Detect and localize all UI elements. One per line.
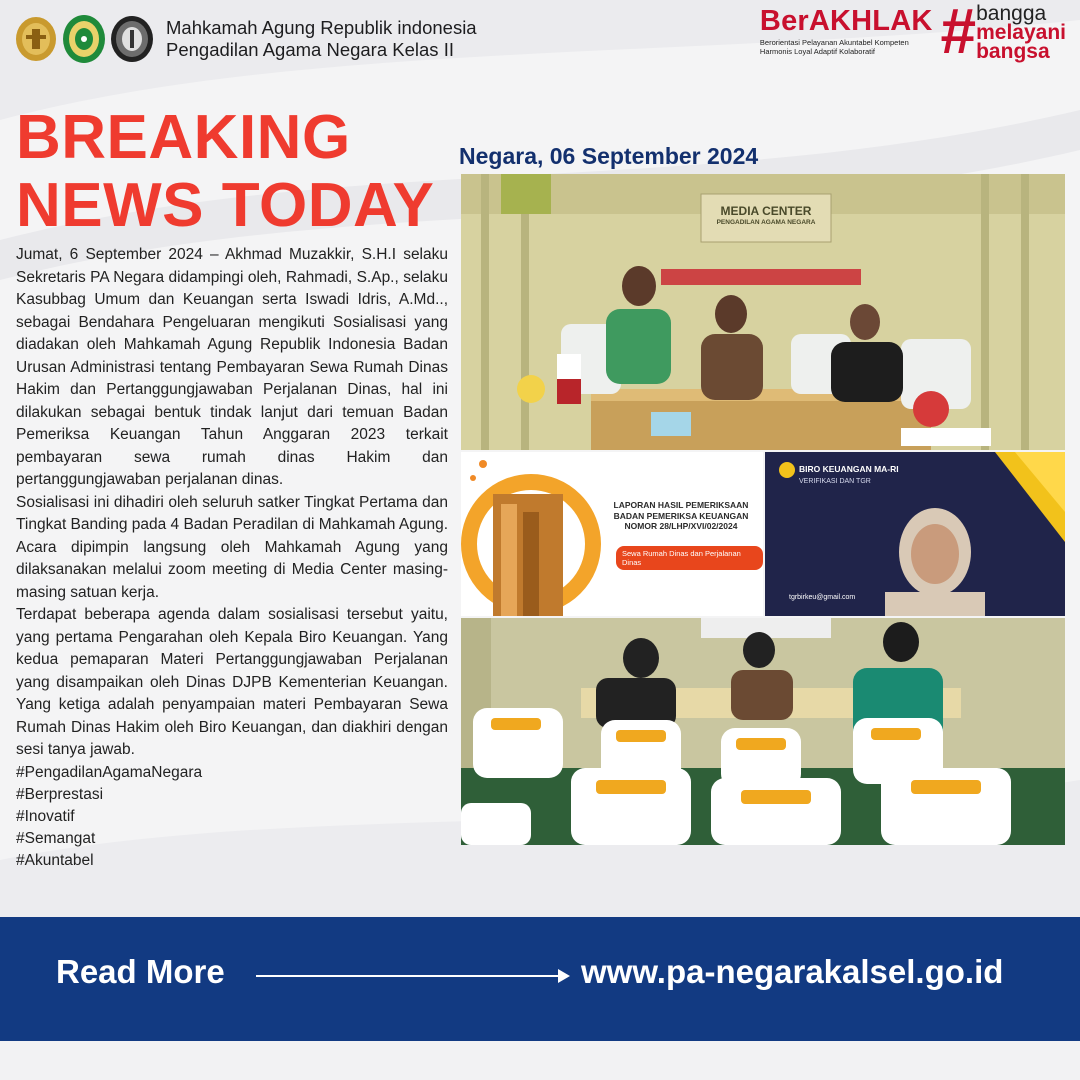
court-seal-icon	[14, 13, 58, 65]
hashtag-icon: #	[940, 0, 977, 67]
presentation-slide	[461, 452, 763, 616]
header	[14, 6, 477, 72]
event-date: Negara, 06 September 2024	[459, 143, 759, 169]
zoom-banner-title: BIRO KEUANGAN MA-RI	[799, 464, 899, 474]
hashtag[interactable]: #PengadilanAgamaNegara	[16, 763, 203, 781]
tag-line-2: melayani	[976, 21, 1066, 44]
zoom-contact-email: tgrbirkeu@gmail.com	[789, 594, 856, 601]
audience-photo	[461, 618, 1065, 845]
hashtag[interactable]: #Semangat	[16, 829, 96, 847]
zoom-banner-subtitle: VERIFIKASI DAN TGR	[799, 478, 871, 485]
slide-heading	[601, 500, 761, 532]
tag-line-3: bangsa	[976, 40, 1050, 63]
hashtag[interactable]: #Inovatif	[16, 807, 75, 825]
media-center-photo	[461, 174, 1065, 450]
media-center-sign	[701, 204, 831, 227]
organization-name	[166, 17, 477, 61]
article-paragraph-3: Terdapat beberapa agenda dalam sosialisasi tersebut yaitu, yang pertama Pengarahan oleh Kepala Biro Keuangan. Yang kedua pemaparan Materi Pertanggungjawaban Perjalanan yang disampaikan oleh Dinas DJPB Kementerian Keuangan. Yang ketiga adalah penyampaian materi Pembayaran Sewa Rumah Dinas Hakim oleh Biro Keuangan, dan diakhiri dengan sesi tanya jawab.	[16, 606, 448, 758]
website-url-link[interactable]: www.pa-negarakalsel.go.id	[581, 953, 1004, 990]
breaking-news-title	[16, 104, 434, 240]
media-center-sign-line-1: MEDIA CENTER	[720, 204, 812, 218]
article-paragraph-2: Sosialisasi ini dihadiri oleh seluruh satker Tingkat Pertama dan Tingkat Banding pada 4 Badan Peradilan di Mahkamah Agung. Acara dipimpin langsung oleh Mahkamah Agung yang dilaksanakan melalui zoom meeting di Media Center masing-masing satuan kerja.	[16, 493, 449, 601]
title-line-2: NEWS TODAY	[16, 171, 435, 240]
hashtag[interactable]: #Berprestasi	[16, 785, 104, 803]
berakhlak-values: Berorientasi Pelayanan Akuntabel Kompeten Harmonis Loyal Adaptif Kolaboratif	[759, 38, 909, 56]
religious-court-emblem-icon	[62, 13, 106, 65]
title-line-1: BREAKING	[16, 103, 351, 172]
berakhlak-branding	[759, 0, 1066, 67]
berakhlak-logo	[760, 4, 933, 56]
article-body	[16, 244, 448, 872]
bangga-melayani-bangsa	[976, 4, 1066, 61]
read-more-link[interactable]: Read More	[56, 953, 225, 990]
pa-negara-emblem-icon	[110, 13, 154, 65]
zoom-speaker-photo	[765, 452, 1065, 616]
tag-line-1: bangga	[976, 2, 1047, 25]
arrow-right-icon	[256, 975, 568, 977]
hashtag-list	[16, 762, 448, 872]
slide-line-3: NOMOR 28/LHP/XVI/02/2024	[624, 521, 738, 531]
slide-line-2: BADAN PEMERIKSA KEUANGAN	[613, 510, 749, 521]
berakhlak-word: BerAKHLAK	[759, 5, 933, 37]
slide-topic-pill: Sewa Rumah Dinas dan Perjalanan Dinas	[616, 546, 763, 570]
article-paragraph-1: Jumat, 6 September 2024 – Akhmad Muzakkir, S.H.I selaku Sekretaris PA Negara didampingi oleh, Rahmadi, S.Ap., selaku Kasubbag Umum dan Keuangan serta Iswadi Idris, A.Md.., sebagai Bendahara Pengeluaran mengikuti Sosialisasi yang diadakan oleh Mahkamah Agung Republik Indonesia Badan Urusan Administrasi tentang Pembayaran Sewa Rumah Dinas Hakim dan Pertanggungjawaban Perjalanan Dinas, hal ini dilakukan sebagai bentuk tindak lanjut dari temuan Badan Pemeriksa Keuangan Tahun Anggaran 2023 terkait pembayaran sewa rumah dinas Hakim dan pertanggungjawaban perjalanan dinas.	[16, 246, 448, 488]
org-line-2: Pengadilan Agama Negara Kelas II	[166, 39, 454, 60]
hashtag[interactable]: #Akuntabel	[16, 851, 94, 869]
slide-line-1: LAPORAN HASIL PEMERIKSAAN	[613, 500, 749, 510]
footer-bar	[0, 917, 1080, 1041]
org-line-1: Mahkamah Agung Republik indonesia	[166, 17, 477, 38]
media-center-sign-line-2: PENGADILAN AGAMA NEGARA	[716, 219, 816, 226]
